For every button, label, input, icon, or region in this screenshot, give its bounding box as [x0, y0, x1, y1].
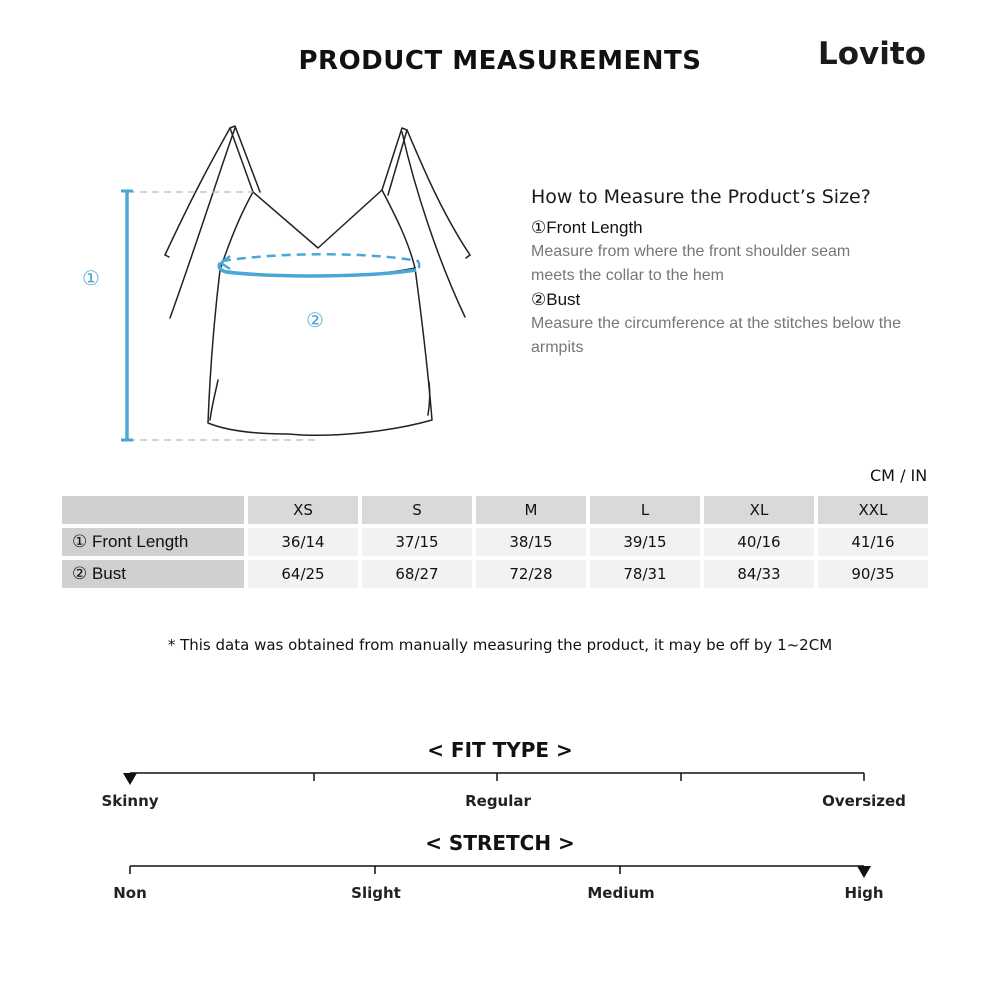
fit-type-title: < FIT TYPE > — [427, 738, 573, 762]
size-s-header: S — [362, 496, 472, 524]
table-cell: 68/27 — [362, 560, 472, 588]
bust-row-label: ② Bust — [62, 560, 244, 588]
front-length-marker: ① — [82, 266, 100, 290]
stretch-selected-marker — [857, 866, 871, 878]
size-xl-header: XL — [704, 496, 814, 524]
fit-skinny-label: Skinny — [101, 792, 159, 810]
brand-logo: Lovito — [818, 36, 927, 72]
stretch-medium-label: Medium — [587, 884, 655, 902]
size-m-header: M — [476, 496, 586, 524]
stretch-high-label: High — [844, 884, 884, 902]
bust-heading: ②Bust — [531, 290, 581, 309]
table-cell: 78/31 — [590, 560, 700, 588]
stretch-non-label: Non — [113, 884, 147, 902]
front-length-heading: ①Front Length — [531, 218, 643, 237]
fit-oversized-label: Oversized — [822, 792, 906, 810]
front-length-row-label: ① Front Length — [62, 528, 244, 556]
front-length-description: Measure from where the front shoulder seam meets the collar to the hem — [531, 243, 851, 284]
table-cell: 39/15 — [590, 528, 700, 556]
size-xxl-header: XXL — [818, 496, 928, 524]
stretch-title: < STRETCH > — [425, 831, 575, 855]
size-xs-header: XS — [248, 496, 358, 524]
table-cell: 72/28 — [476, 560, 586, 588]
table-cell: 84/33 — [704, 560, 814, 588]
table-cell: 64/25 — [248, 560, 358, 588]
bust-description: Measure the circumference at the stitches below the armpits — [531, 315, 901, 356]
table-cell: 37/15 — [362, 528, 472, 556]
table-cell: 41/16 — [818, 528, 928, 556]
measurement-disclaimer: * This data was obtained from manually measuring the product, it may be off by 1~2CM — [167, 636, 833, 654]
fit-regular-label: Regular — [465, 792, 531, 810]
bust-marker: ② — [306, 308, 324, 332]
stretch-slight-label: Slight — [351, 884, 401, 902]
table-cell: 38/15 — [476, 528, 586, 556]
table-cell: 36/14 — [248, 528, 358, 556]
fit-type-selected-marker — [123, 773, 137, 785]
table-cell: 90/35 — [818, 560, 928, 588]
page-title: PRODUCT MEASUREMENTS — [298, 46, 702, 76]
how-to-title: How to Measure the Product’s Size? — [531, 186, 871, 208]
size-l-header: L — [590, 496, 700, 524]
table-cell: 40/16 — [704, 528, 814, 556]
units-label: CM / IN — [870, 466, 928, 485]
